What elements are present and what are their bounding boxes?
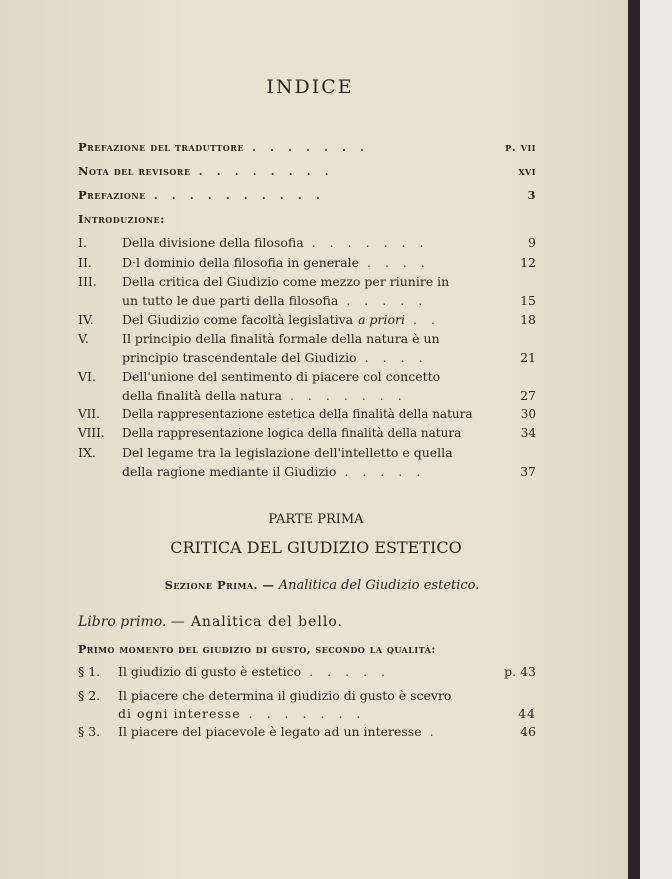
toc-entry-cont: un tutto le due parti della filosofia ..... 15	[122, 293, 536, 308]
toc-entry-cont: della finalità della natura ....... 27	[122, 388, 536, 403]
moment-heading: Primo momento del giudizio di gusto, secondo la qualità:	[78, 643, 436, 656]
toc-entry-cont: della ragione mediante il Giudizio ..... 37	[122, 464, 536, 479]
toc-entry: III. Della critica del Giudizio come mezzo per riunire in	[78, 274, 450, 289]
intro-heading: Introduzione:	[78, 212, 165, 226]
book-binding	[628, 0, 640, 879]
toc-entry: VII. Della rappresentazione estetica della finalità della natura 30	[78, 407, 536, 421]
toc-entry: VI. Dell'unione del sentimento di piacere col concetto	[78, 369, 441, 384]
section-heading: Sezione Prima. — Analitica del Giudizio estetico.	[164, 578, 480, 593]
toc-entry: II. D·l dominio della filosofia in generale .... 12	[78, 255, 536, 270]
toc-entry: IX. Del legame tra la legislazione dell'intelletto e quella	[78, 445, 453, 460]
toc-entry: Prefazione del traduttore ....... p. vii	[78, 140, 536, 154]
toc-entry: VIII. Della rappresentazione logica della finalità della natura 34	[78, 426, 536, 440]
toc-entry-cont: principio trascendentale del Giudizio .... 21	[122, 350, 536, 365]
toc-entry: § 1. Il giudizio di gusto è estetico ..... p. 43	[78, 664, 536, 679]
toc-entry: Prefazione .......... 3	[78, 188, 536, 202]
toc-entry: § 3. Il piacere del piacevole è legato ad un interesse . 46	[78, 724, 536, 739]
book-heading: Libro primo. — Analitica del bello.	[78, 614, 343, 630]
part-title: CRITICA DEL GIUDIZIO ESTETICO	[170, 538, 462, 557]
toc-entry: IV. Del Giudizio come facoltà legislativa a priori .. 18	[78, 312, 536, 327]
part-label: PARTE PRIMA	[268, 512, 364, 527]
toc-entry-cont: di ogni interesse ....... 44	[118, 706, 536, 721]
toc-entry: V. Il principio della finalità formale della natura è un	[78, 331, 440, 346]
background	[640, 0, 672, 879]
page-title: INDICE	[266, 76, 354, 98]
toc-entry: I. Della divisione della filosofia ....... 9	[78, 235, 536, 250]
toc-entry: Nota del revisore ........ xvi	[78, 164, 536, 178]
toc-entry: § 2. Il piacere che determina il giudizio di gusto è scevro	[78, 688, 452, 703]
